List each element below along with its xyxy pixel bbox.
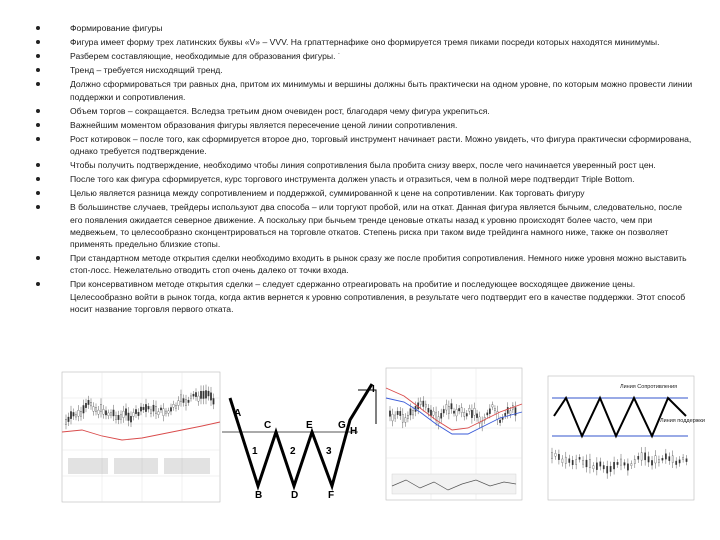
price-chart-1 — [62, 372, 220, 502]
list-item — [36, 119, 696, 131]
candle-body — [466, 413, 467, 416]
candle-body — [123, 411, 124, 417]
candle-body — [88, 400, 89, 405]
candle-body — [170, 407, 171, 411]
bullet-dot — [36, 82, 40, 86]
candle-body — [425, 404, 426, 407]
candle-body — [83, 405, 84, 413]
candle-body — [80, 411, 81, 416]
item-text: После того как фигура сформируется, курс торгового инструмента должен упасть и отразиться, чем в полной мере подтвердит Triple Bottom. — [70, 174, 635, 185]
bullet-dot — [36, 282, 40, 286]
bullet-dot — [36, 26, 40, 30]
candle-body — [453, 411, 454, 413]
candle-body — [644, 453, 645, 460]
candle-body — [686, 459, 687, 462]
candle-body — [558, 454, 559, 459]
candle-body — [464, 412, 465, 416]
candle-body — [193, 394, 194, 396]
list-item — [36, 159, 696, 171]
legend-resistance: Линия Сопротивления — [620, 384, 678, 390]
candle-body — [662, 458, 663, 460]
candle-body — [679, 460, 680, 463]
item-text: При стандартном методе открытия сделки необходимо входить в рынок сразу же после пробития сопротивления. Немного ниже уровня можно выставить стоп-лосс. Нежелательно отводить стоп очень далеко от точки входа. — [70, 253, 687, 276]
candle-body — [394, 415, 395, 418]
list-item — [36, 36, 696, 48]
candle-body — [130, 416, 131, 422]
candle-body — [190, 396, 191, 398]
list-item — [36, 64, 696, 76]
candle-body — [682, 457, 683, 459]
candle-body — [175, 406, 176, 409]
candle-body — [499, 420, 500, 423]
item-text: Целью является разница между сопротивлением и поддержкой, суммированной к цене на сопротивлении. Как торговать фигуру — [70, 188, 585, 199]
candle-body — [624, 463, 625, 466]
candle-body — [90, 402, 91, 406]
list-item — [36, 252, 696, 276]
label-g: G — [338, 420, 346, 431]
candle-body — [68, 417, 69, 422]
candle-body — [423, 401, 424, 407]
candle-body — [613, 462, 614, 469]
candle-body — [648, 456, 649, 462]
item-text: Тренд – требуется нисходящий тренд. — [70, 65, 223, 76]
bullet-dot — [36, 68, 40, 72]
bullet-dot — [36, 54, 40, 58]
candle-body — [572, 460, 573, 465]
list-item — [36, 187, 696, 199]
legend-support: Линия поддержки — [660, 418, 705, 424]
watermark — [68, 458, 210, 474]
candle-body — [582, 460, 583, 464]
candle-body — [160, 408, 161, 410]
triple-bottom-diagram — [222, 376, 384, 500]
candle-body — [631, 464, 632, 466]
candle-body — [138, 412, 139, 416]
candle-body — [487, 413, 488, 415]
candle-body — [562, 459, 563, 463]
candle-body — [655, 456, 656, 463]
list-item — [36, 278, 696, 315]
candle-body — [555, 453, 556, 456]
candle-body — [93, 407, 94, 412]
candle-body — [140, 407, 141, 411]
bullet-dot — [36, 40, 40, 44]
chart-frame — [548, 376, 694, 500]
candle-body — [115, 416, 116, 420]
candle-body — [402, 414, 403, 422]
candle-body — [638, 456, 639, 459]
candle-body — [405, 418, 406, 423]
candle-body — [145, 404, 146, 411]
candle-body — [665, 454, 666, 459]
candle-body — [135, 409, 136, 413]
candle-body — [158, 412, 159, 415]
candle-body — [607, 466, 608, 473]
candle-body — [100, 404, 101, 412]
candle-body — [443, 409, 444, 413]
candle-body — [213, 398, 214, 404]
label-1: 1 — [252, 446, 258, 457]
item-text: При консервативном методе открытия сделки – следует сдержанно отреагировать на пробитие и последующее восходящее движение цены. Целесообразно войти в рынок тогда, когда актив вернется к уровню сопротивления, в результате чего подтвердит его в качестве поддержки. Этот способ носит название торговля первого отката. — [70, 279, 686, 314]
candle-body — [150, 410, 151, 414]
bullet-dot — [36, 191, 40, 195]
item-text: Фигура имеет форму трех латинских буквы «V» – VVV. На грпаттернафике оно формируется тремя пиками посреди которых находятся минимумы. — [70, 37, 660, 48]
candle-body — [389, 411, 390, 417]
candle-body — [433, 411, 434, 415]
candle-body — [155, 406, 156, 413]
candle-body — [593, 466, 594, 469]
candle-body — [474, 408, 475, 415]
candle-body — [672, 456, 673, 463]
candle-body — [125, 409, 126, 416]
candle-body — [435, 412, 436, 420]
candle-body — [428, 408, 429, 412]
candle-body — [148, 406, 149, 409]
candle-body — [471, 410, 472, 418]
bullet-dot — [36, 256, 40, 260]
candle-body — [610, 466, 611, 471]
candle-body — [113, 410, 114, 416]
candle-body — [105, 411, 106, 415]
label-2: 2 — [290, 446, 296, 457]
candle-body — [569, 459, 570, 463]
candle-body — [481, 421, 482, 426]
candle-body — [200, 391, 201, 398]
label-a: A — [234, 408, 242, 419]
candle-body — [589, 460, 590, 468]
candle-body — [173, 404, 174, 407]
label-c: C — [264, 420, 272, 431]
candle-body — [627, 464, 628, 471]
candle-body — [165, 411, 166, 413]
candle-body — [85, 403, 86, 408]
candle-body — [70, 411, 71, 418]
candle-body — [676, 461, 677, 465]
candle-body — [188, 400, 189, 402]
candle-body — [507, 407, 508, 413]
candle-body — [108, 413, 109, 416]
target-bracket — [358, 390, 376, 424]
candle-body — [153, 405, 154, 411]
candle-body — [78, 410, 79, 416]
candle-body — [397, 411, 398, 415]
candle-body — [476, 414, 477, 418]
candle-body — [565, 457, 566, 463]
candle-body — [98, 410, 99, 414]
candle-body — [510, 411, 511, 415]
candle-body — [208, 391, 209, 396]
item-text: Чтобы получить подтверждение, необходимо чтобы линия сопротивления была пробита снизу вверх, после чего начинается уверенный рост цен. — [70, 160, 656, 171]
candle-body — [65, 419, 66, 424]
candle-body — [492, 405, 493, 407]
chart-frame — [62, 372, 220, 502]
candle-body — [505, 413, 506, 416]
bullet-dot — [36, 163, 40, 167]
candle-body — [469, 408, 470, 411]
candle-body — [458, 408, 459, 411]
candle-body — [575, 459, 576, 464]
candle-body — [133, 412, 134, 416]
candle-body — [617, 462, 618, 464]
bullet-dot — [36, 109, 40, 113]
candle-body — [641, 453, 642, 460]
label-h: H — [350, 426, 358, 437]
candle-body — [438, 417, 439, 424]
candle-body — [456, 409, 457, 416]
candle-body — [620, 459, 621, 465]
item-text: Должно сформироваться три равных дна, притом их минимумы и вершины должны быть практически на одном уровне, по которым можно провести линии поддержки и сопротивления. — [70, 79, 693, 102]
candle-body — [178, 401, 179, 406]
candle-body — [441, 413, 442, 418]
candle-body — [658, 459, 659, 462]
candle-body — [446, 404, 447, 410]
bullet-dot — [36, 177, 40, 181]
candle-body — [451, 404, 452, 409]
candle-body — [412, 411, 413, 415]
candle-body — [143, 407, 144, 410]
candle-body — [392, 414, 393, 421]
candle-body — [195, 392, 196, 396]
list-item — [36, 50, 696, 62]
item-text: В большинстве случаев, трейдеры используют два способа – или торгуют пробой, или на откат. Данная фигура является бычьим, следовательно, после его появления ожидается северное движение. А поскольку при бычьем тренде ценовые откаты назад к уровню происходят более часто, чем при медвежьем, то целесообразно сконцентрироваться на торговле откатов. Степень риска при таком виде трейдинга намного ниже, также он позволяет применять предельно близкие стопы. — [70, 202, 683, 250]
candle-body — [163, 409, 164, 416]
list-item — [36, 78, 696, 102]
candle-body — [600, 462, 601, 466]
bullet-list — [36, 22, 696, 317]
candle-body — [400, 411, 401, 415]
candle-body — [430, 410, 431, 416]
candle-body — [634, 459, 635, 463]
candle-body — [95, 407, 96, 411]
label-b: B — [255, 490, 263, 501]
candle-body — [168, 411, 169, 413]
candle-body — [75, 415, 76, 417]
candle-body — [448, 406, 449, 413]
bullet-dot — [36, 137, 40, 141]
item-text: Важнейшим моментом образования фигуры является пересечение ценой линии сопротивления. — [70, 119, 458, 130]
label-i: I — [372, 384, 375, 395]
list-item — [36, 173, 696, 185]
label-e: E — [306, 420, 313, 431]
candle-body — [128, 413, 129, 421]
candle-body — [596, 463, 597, 470]
label-3: 3 — [326, 446, 332, 457]
candle-body — [203, 391, 204, 398]
candle-body — [410, 409, 411, 415]
candle-body — [669, 457, 670, 461]
list-item — [36, 22, 696, 34]
candle-body — [103, 409, 104, 414]
candle-body — [110, 413, 111, 416]
candle-body — [210, 393, 211, 400]
bullet-dot — [36, 205, 40, 209]
list-item — [36, 105, 696, 117]
bullet-dot — [36, 123, 40, 127]
candle-body — [461, 408, 462, 413]
candle-body — [586, 460, 587, 467]
candle-body — [205, 391, 206, 399]
list-item — [36, 201, 696, 250]
candle-body — [489, 409, 490, 414]
candle-body — [551, 453, 552, 459]
list-item — [36, 133, 696, 157]
label-d: D — [291, 490, 299, 501]
candle-body — [651, 460, 652, 465]
price-chart-2 — [386, 368, 522, 500]
candle-body — [579, 457, 580, 459]
candle-body — [118, 415, 119, 420]
candle-body — [420, 401, 421, 405]
item-text: Объем торгов – сокращается. Вследза третьим дном очевиден рост, благодаря чему фигура укрепиться. — [70, 105, 490, 116]
label-f: F — [328, 490, 335, 501]
item-text: Рост котировок – после того, как сформируется второе дно, торговый инструмент начинает расти. Можно увидеть, что фигура практически сформирована, однако требуется подтверждение. — [70, 133, 692, 157]
candle-body — [73, 412, 74, 416]
item-text: Формирование фигуры — [70, 23, 163, 33]
item-text: Разберем составляющие, необходимые для образования фигуры. ˙ — [70, 51, 341, 62]
candle-body — [183, 399, 184, 403]
candle-body — [407, 415, 408, 418]
candle-body — [494, 408, 495, 410]
price-chart-3 — [548, 376, 705, 500]
candle-body — [198, 396, 199, 401]
candle-body — [603, 465, 604, 469]
candle-body — [120, 415, 121, 420]
candle-body — [185, 400, 186, 406]
candle-body — [180, 395, 181, 402]
